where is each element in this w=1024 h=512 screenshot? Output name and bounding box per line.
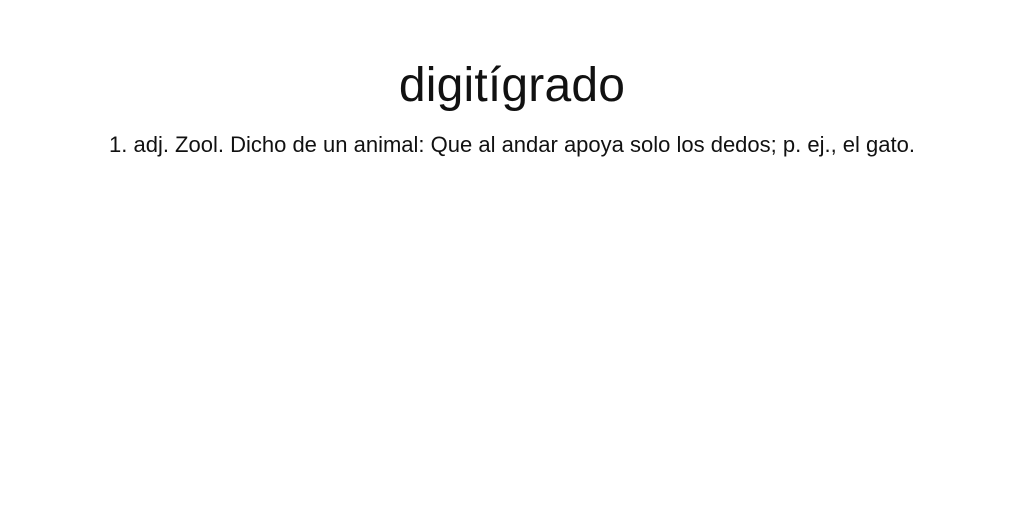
- headword: digitígrado: [398, 59, 626, 112]
- definition-text: 1. adj. Zool. Dicho de un animal: Que al andar apoya solo los dedos; p. ej., el gato.: [109, 132, 915, 157]
- dictionary-entry: [0, 0, 1024, 164]
